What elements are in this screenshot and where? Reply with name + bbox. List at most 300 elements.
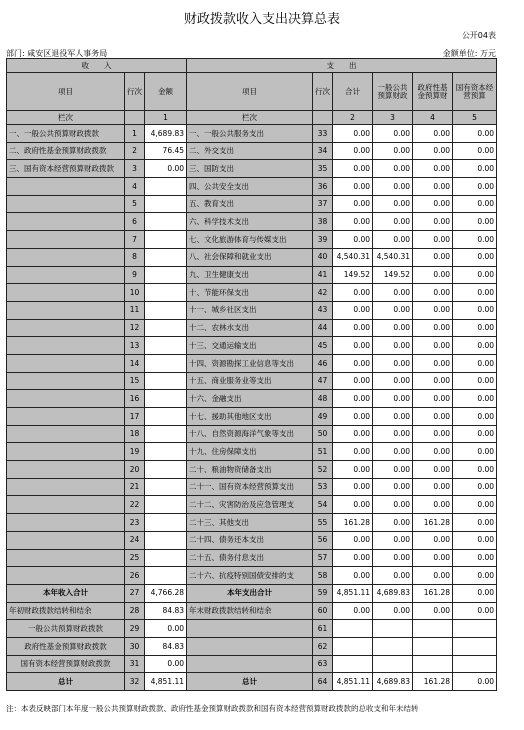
expense-total-cell: 149.52 <box>333 266 373 284</box>
income-item-cell: 三、国有资本经营预算财政拨款 <box>7 160 125 178</box>
blank-cell <box>313 111 333 125</box>
expense-total-cell: 161.28 <box>333 514 373 532</box>
income-amount-cell <box>145 390 187 408</box>
income-item-cell <box>7 496 125 514</box>
expense-state-cell: 0.00 <box>453 213 497 231</box>
expense-total-general: 4,689.83 <box>373 584 413 602</box>
table-row <box>7 461 497 479</box>
income-line-cell: 8 <box>125 248 145 266</box>
expense-item-cell: 九、卫生健康支出 <box>187 266 313 284</box>
budget-table <box>6 58 497 691</box>
beginning-general-label: 一般公共预算财政拨款 <box>7 620 125 638</box>
income-item-cell <box>7 354 125 372</box>
expense-line-cell: 57 <box>313 549 333 567</box>
expense-item-cell: 六、科学技术支出 <box>187 213 313 231</box>
expense-fund-cell: 0.00 <box>413 531 453 549</box>
income-line-cell: 20 <box>125 461 145 479</box>
income-line-cell: 10 <box>125 284 145 302</box>
expense-item-cell: 十七、援助其他地区支出 <box>187 408 313 426</box>
report-title: 财政拨款收入支出决算总表 <box>183 12 340 27</box>
expense-section-header: 支 出 <box>187 59 497 73</box>
income-line-header: 行次 <box>125 73 145 111</box>
expense-total-cell: 0.00 <box>333 213 373 231</box>
expense-general-cell: 0.00 <box>373 125 413 143</box>
expense-state-cell: 0.00 <box>453 160 497 178</box>
blank-cell <box>187 620 313 638</box>
income-item-cell <box>7 408 125 426</box>
blank-cell <box>373 620 413 638</box>
expense-state-cell: 0.00 <box>453 248 497 266</box>
ending-balance-total: 0.00 <box>333 602 373 620</box>
expense-line-cell: 58 <box>313 567 333 585</box>
blank-cell <box>125 111 145 125</box>
expense-line-cell: 44 <box>313 319 333 337</box>
income-amount-cell <box>145 443 187 461</box>
expense-item-cell: 二十三、其他支出 <box>187 514 313 532</box>
income-total-label: 本年收入合计 <box>7 584 125 602</box>
expense-fund-cell: 0.00 <box>413 461 453 479</box>
expense-fund-cell: 0.00 <box>413 142 453 160</box>
expense-state-cell: 0.00 <box>453 231 497 249</box>
beginning-balance-amount: 84.83 <box>145 602 187 620</box>
income-line-cell: 4 <box>125 178 145 196</box>
blank-cell <box>333 620 373 638</box>
expense-line-cell: 33 <box>313 125 333 143</box>
expense-fund-cell: 0.00 <box>413 478 453 496</box>
income-line-cell: 7 <box>125 231 145 249</box>
income-line-cell: 5 <box>125 195 145 213</box>
expense-line-62: 62 <box>313 637 333 655</box>
expense-general-cell: 0.00 <box>373 301 413 319</box>
table-row <box>7 195 497 213</box>
total-header: 合计 <box>333 73 373 111</box>
income-line-cell: 14 <box>125 354 145 372</box>
expense-line-cell: 56 <box>313 531 333 549</box>
expense-line-cell: 55 <box>313 514 333 532</box>
expense-total-fund: 161.28 <box>413 584 453 602</box>
expense-line-cell: 42 <box>313 284 333 302</box>
expense-general-cell: 0.00 <box>373 443 413 461</box>
column-number-5: 5 <box>453 111 497 125</box>
expense-state-cell: 0.00 <box>453 337 497 355</box>
blank-cell <box>333 637 373 655</box>
expense-total-cell: 0.00 <box>333 178 373 196</box>
income-line-cell: 2 <box>125 142 145 160</box>
expense-line-cell: 52 <box>313 461 333 479</box>
income-line-cell: 19 <box>125 443 145 461</box>
expense-state-cell: 0.00 <box>453 178 497 196</box>
income-line-cell: 26 <box>125 567 145 585</box>
column-label-income: 栏次 <box>7 111 125 125</box>
expense-general-cell: 0.00 <box>373 142 413 160</box>
expense-line-cell: 39 <box>313 231 333 249</box>
expense-line-cell: 46 <box>313 354 333 372</box>
income-amount-cell <box>145 301 187 319</box>
income-amount-cell <box>145 319 187 337</box>
expense-line-header: 行次 <box>313 73 333 111</box>
income-item-cell <box>7 531 125 549</box>
expense-general-cell: 0.00 <box>373 178 413 196</box>
income-item-cell <box>7 567 125 585</box>
expense-line-cell: 34 <box>313 142 333 160</box>
income-amount-cell <box>145 284 187 302</box>
income-item-cell <box>7 461 125 479</box>
expense-general-cell: 0.00 <box>373 319 413 337</box>
expense-state-cell: 0.00 <box>453 425 497 443</box>
table-row <box>7 248 497 266</box>
table-row <box>7 496 497 514</box>
expense-total-cell: 0.00 <box>333 354 373 372</box>
income-item-cell <box>7 549 125 567</box>
income-item-cell <box>7 337 125 355</box>
expense-total-cell: 0.00 <box>333 337 373 355</box>
expense-item-cell: 十九、住房保障支出 <box>187 443 313 461</box>
expense-state-cell: 0.00 <box>453 514 497 532</box>
expense-item-cell: 二十六、抗疫特别国债安排的支 <box>187 567 313 585</box>
expense-item-cell: 八、社会保障和就业支出 <box>187 248 313 266</box>
table-row <box>7 178 497 196</box>
expense-line-cell: 45 <box>313 337 333 355</box>
blank-cell <box>373 655 413 673</box>
expense-total-cell: 0.00 <box>333 372 373 390</box>
table-row <box>7 549 497 567</box>
expense-general-cell: 0.00 <box>373 213 413 231</box>
expense-total-cell: 0.00 <box>333 125 373 143</box>
expense-total-cell: 0.00 <box>333 160 373 178</box>
income-line-cell: 3 <box>125 160 145 178</box>
expense-state-cell: 0.00 <box>453 461 497 479</box>
expense-total-state: 0.00 <box>453 584 497 602</box>
expense-total-cell: 0.00 <box>333 231 373 249</box>
expense-general-cell: 0.00 <box>373 337 413 355</box>
expense-line-cell: 36 <box>313 178 333 196</box>
beginning-state-amount: 0.00 <box>145 655 187 673</box>
income-line-cell: 22 <box>125 496 145 514</box>
state-capital-header: 国有资本经营预算 <box>453 73 497 111</box>
income-line-cell: 6 <box>125 213 145 231</box>
expense-fund-cell: 0.00 <box>413 284 453 302</box>
expense-item-cell: 一、一般公共服务支出 <box>187 125 313 143</box>
income-item-cell <box>7 390 125 408</box>
expense-general-cell: 0.00 <box>373 496 413 514</box>
income-line-cell: 1 <box>125 125 145 143</box>
expense-general-cell: 0.00 <box>373 195 413 213</box>
income-line-cell: 25 <box>125 549 145 567</box>
blank-cell <box>413 637 453 655</box>
income-item-cell <box>7 301 125 319</box>
expense-total-line: 59 <box>313 584 333 602</box>
expense-item-cell: 十六、金融支出 <box>187 390 313 408</box>
ending-balance-state: 0.00 <box>453 602 497 620</box>
income-amount-cell <box>145 514 187 532</box>
ending-balance-fund: 0.00 <box>413 602 453 620</box>
income-amount-cell <box>145 567 187 585</box>
expense-line-cell: 37 <box>313 195 333 213</box>
expense-fund-cell: 0.00 <box>413 408 453 426</box>
expense-fund-cell: 0.00 <box>413 125 453 143</box>
income-amount-cell <box>145 231 187 249</box>
table-row <box>7 478 497 496</box>
income-amount-cell <box>145 531 187 549</box>
expense-grand-total: 4,851.11 <box>333 673 373 691</box>
expense-general-cell: 0.00 <box>373 514 413 532</box>
fund-budget-header: 政府性基金预算财 <box>413 73 453 111</box>
expense-line-cell: 50 <box>313 425 333 443</box>
table-row <box>7 266 497 284</box>
income-amount-header: 金额 <box>145 73 187 111</box>
table-row <box>7 142 497 160</box>
expense-fund-cell: 0.00 <box>413 549 453 567</box>
expense-state-cell: 0.00 <box>453 390 497 408</box>
expense-total-cell: 0.00 <box>333 443 373 461</box>
beginning-state-label: 国有资本经营预算财政拨款 <box>7 655 125 673</box>
expense-line-cell: 35 <box>313 160 333 178</box>
table-row <box>7 125 497 143</box>
expense-item-cell: 十二、农林水支出 <box>187 319 313 337</box>
expense-state-cell: 0.00 <box>453 142 497 160</box>
expense-fund-cell: 0.00 <box>413 266 453 284</box>
blank-cell <box>187 637 313 655</box>
expense-state-cell: 0.00 <box>453 266 497 284</box>
expense-item-cell: 四、公共安全支出 <box>187 178 313 196</box>
income-amount-cell <box>145 354 187 372</box>
expense-fund-cell: 0.00 <box>413 178 453 196</box>
income-amount-cell <box>145 549 187 567</box>
income-line-cell: 15 <box>125 372 145 390</box>
expense-fund-cell: 0.00 <box>413 425 453 443</box>
expense-fund-cell: 0.00 <box>413 248 453 266</box>
income-item-cell <box>7 425 125 443</box>
beginning-balance-label: 年初财政拨款结转和结余 <box>7 602 125 620</box>
table-row <box>7 160 497 178</box>
expense-fund-cell: 0.00 <box>413 160 453 178</box>
ending-balance-general: 0.00 <box>373 602 413 620</box>
expense-item-cell: 二十一、国有资本经营预算支出 <box>187 478 313 496</box>
expense-general-cell: 0.00 <box>373 531 413 549</box>
income-amount-cell <box>145 461 187 479</box>
income-line-cell: 23 <box>125 514 145 532</box>
income-line-cell: 11 <box>125 301 145 319</box>
expense-line-cell: 38 <box>313 213 333 231</box>
expense-line-cell: 41 <box>313 266 333 284</box>
income-section-header: 收 入 <box>7 59 187 73</box>
blank-cell <box>333 655 373 673</box>
expense-general-cell: 0.00 <box>373 390 413 408</box>
beginning-fund-label: 政府性基金预算财政拨款 <box>7 637 125 655</box>
income-line-cell: 17 <box>125 408 145 426</box>
ending-balance-line: 60 <box>313 602 333 620</box>
expense-state-cell: 0.00 <box>453 408 497 426</box>
expense-general-cell: 0.00 <box>373 372 413 390</box>
table-row <box>7 425 497 443</box>
expense-state-cell: 0.00 <box>453 125 497 143</box>
expense-fund-cell: 0.00 <box>413 372 453 390</box>
expense-fund-cell: 0.00 <box>413 213 453 231</box>
income-item-header: 项目 <box>7 73 125 111</box>
table-row <box>7 301 497 319</box>
expense-item-cell: 十五、商业服务业等支出 <box>187 372 313 390</box>
expense-total-cell: 0.00 <box>333 301 373 319</box>
expense-item-cell: 十八、自然资源海洋气象等支出 <box>187 425 313 443</box>
expense-total-cell: 0.00 <box>333 496 373 514</box>
expense-total-cell: 0.00 <box>333 567 373 585</box>
expense-item-cell: 三、国防支出 <box>187 160 313 178</box>
expense-general-cell: 0.00 <box>373 461 413 479</box>
expense-fund-cell: 0.00 <box>413 195 453 213</box>
expense-total-cell: 0.00 <box>333 425 373 443</box>
income-line-cell: 18 <box>125 425 145 443</box>
expense-general-cell: 0.00 <box>373 284 413 302</box>
column-label-expense: 栏次 <box>187 111 313 125</box>
expense-line-cell: 51 <box>313 443 333 461</box>
table-row <box>7 354 497 372</box>
expense-line-cell: 53 <box>313 478 333 496</box>
table-row <box>7 284 497 302</box>
expense-fund-cell: 0.00 <box>413 354 453 372</box>
income-item-cell: 一、一般公共预算财政拨款 <box>7 125 125 143</box>
income-item-cell <box>7 195 125 213</box>
income-item-cell <box>7 319 125 337</box>
expense-total-cell: 0.00 <box>333 195 373 213</box>
expense-state-cell: 0.00 <box>453 567 497 585</box>
income-amount-cell <box>145 213 187 231</box>
income-item-cell <box>7 266 125 284</box>
expense-general-cell: 0.00 <box>373 408 413 426</box>
income-amount-cell <box>145 478 187 496</box>
beginning-fund-amount: 84.83 <box>145 637 187 655</box>
table-row <box>7 372 497 390</box>
income-amount-cell <box>145 408 187 426</box>
expense-general-cell: 0.00 <box>373 231 413 249</box>
expense-line-cell: 48 <box>313 390 333 408</box>
table-row <box>7 514 497 532</box>
blank-cell <box>187 655 313 673</box>
blank-cell <box>453 620 497 638</box>
income-item-cell <box>7 372 125 390</box>
expense-line-cell: 47 <box>313 372 333 390</box>
table-row <box>7 390 497 408</box>
expense-state-cell: 0.00 <box>453 301 497 319</box>
beginning-balance-line: 28 <box>125 602 145 620</box>
expense-total-cell: 0.00 <box>333 142 373 160</box>
income-line-cell: 12 <box>125 319 145 337</box>
expense-grand-fund: 161.28 <box>413 673 453 691</box>
expense-total-cell: 4,540.31 <box>333 248 373 266</box>
income-amount-cell <box>145 337 187 355</box>
income-item-cell: 二、政府性基金预算财政拨款 <box>7 142 125 160</box>
expense-state-cell: 0.00 <box>453 354 497 372</box>
expense-grand-state: 0.00 <box>453 673 497 691</box>
expense-general-cell: 0.00 <box>373 354 413 372</box>
income-amount-cell <box>145 496 187 514</box>
income-item-cell <box>7 443 125 461</box>
income-amount-cell: 0.00 <box>145 160 187 178</box>
beginning-state-line: 31 <box>125 655 145 673</box>
income-grand-total-label: 总计 <box>7 673 125 691</box>
expense-total-cell: 0.00 <box>333 531 373 549</box>
expense-general-cell: 0.00 <box>373 549 413 567</box>
table-row <box>7 213 497 231</box>
income-item-cell <box>7 478 125 496</box>
income-item-cell <box>7 514 125 532</box>
expense-line-cell: 40 <box>313 248 333 266</box>
income-amount-cell <box>145 178 187 196</box>
beginning-general-amount: 0.00 <box>145 620 187 638</box>
expense-item-cell: 五、教育支出 <box>187 195 313 213</box>
income-amount-cell: 4,689.83 <box>145 125 187 143</box>
expense-total-cell: 0.00 <box>333 319 373 337</box>
expense-fund-cell: 0.00 <box>413 443 453 461</box>
general-budget-header: 一般公共预算财政 <box>373 73 413 111</box>
expense-fund-cell: 161.28 <box>413 514 453 532</box>
expense-line-63: 63 <box>313 655 333 673</box>
income-item-cell <box>7 284 125 302</box>
expense-total-cell: 0.00 <box>333 284 373 302</box>
income-amount-cell <box>145 425 187 443</box>
expense-general-cell: 0.00 <box>373 567 413 585</box>
column-number-3: 3 <box>373 111 413 125</box>
footnote: 注：本表反映部门本年度一般公共预算财政拨款、政府性基金预算财政拨款和国有资本经营预算财政拨款的总收支和年末结转 <box>6 704 419 713</box>
department-label: 部门: 咸安区退役军人事务局 <box>6 49 108 58</box>
income-item-cell <box>7 178 125 196</box>
income-line-cell: 21 <box>125 478 145 496</box>
income-line-cell: 9 <box>125 266 145 284</box>
expense-item-header: 项目 <box>187 73 313 111</box>
expense-line-61: 61 <box>313 620 333 638</box>
table-row <box>7 408 497 426</box>
expense-total-label: 本年支出合计 <box>187 584 313 602</box>
expense-state-cell: 0.00 <box>453 549 497 567</box>
income-grand-total-amount: 4,851.11 <box>145 673 187 691</box>
expense-line-cell: 43 <box>313 301 333 319</box>
column-number-2: 2 <box>333 111 373 125</box>
beginning-fund-line: 30 <box>125 637 145 655</box>
income-amount-cell <box>145 195 187 213</box>
expense-general-cell: 0.00 <box>373 478 413 496</box>
income-item-cell <box>7 248 125 266</box>
blank-cell <box>373 637 413 655</box>
expense-line-cell: 54 <box>313 496 333 514</box>
income-amount-cell <box>145 248 187 266</box>
income-line-cell: 24 <box>125 531 145 549</box>
expense-state-cell: 0.00 <box>453 284 497 302</box>
expense-general-cell: 0.00 <box>373 425 413 443</box>
expense-state-cell: 0.00 <box>453 496 497 514</box>
expense-fund-cell: 0.00 <box>413 319 453 337</box>
expense-fund-cell: 0.00 <box>413 496 453 514</box>
income-total-line: 27 <box>125 584 145 602</box>
expense-total-cell: 0.00 <box>333 408 373 426</box>
blank-cell <box>453 637 497 655</box>
expense-state-cell: 0.00 <box>453 478 497 496</box>
income-line-cell: 16 <box>125 390 145 408</box>
table-row <box>7 567 497 585</box>
table-row <box>7 231 497 249</box>
expense-state-cell: 0.00 <box>453 319 497 337</box>
expense-total-cell: 0.00 <box>333 461 373 479</box>
expense-total-cell: 0.00 <box>333 390 373 408</box>
table-row <box>7 531 497 549</box>
form-number: 公开04表 <box>461 31 496 40</box>
ending-balance-label: 年末财政拨款结转和结余 <box>187 602 313 620</box>
expense-fund-cell: 0.00 <box>413 567 453 585</box>
expense-item-cell: 二十二、灾害防治及应急管理支 <box>187 496 313 514</box>
expense-state-cell: 0.00 <box>453 531 497 549</box>
expense-general-cell: 149.52 <box>373 266 413 284</box>
beginning-general-line: 29 <box>125 620 145 638</box>
column-number-4: 4 <box>413 111 453 125</box>
expense-state-cell: 0.00 <box>453 372 497 390</box>
